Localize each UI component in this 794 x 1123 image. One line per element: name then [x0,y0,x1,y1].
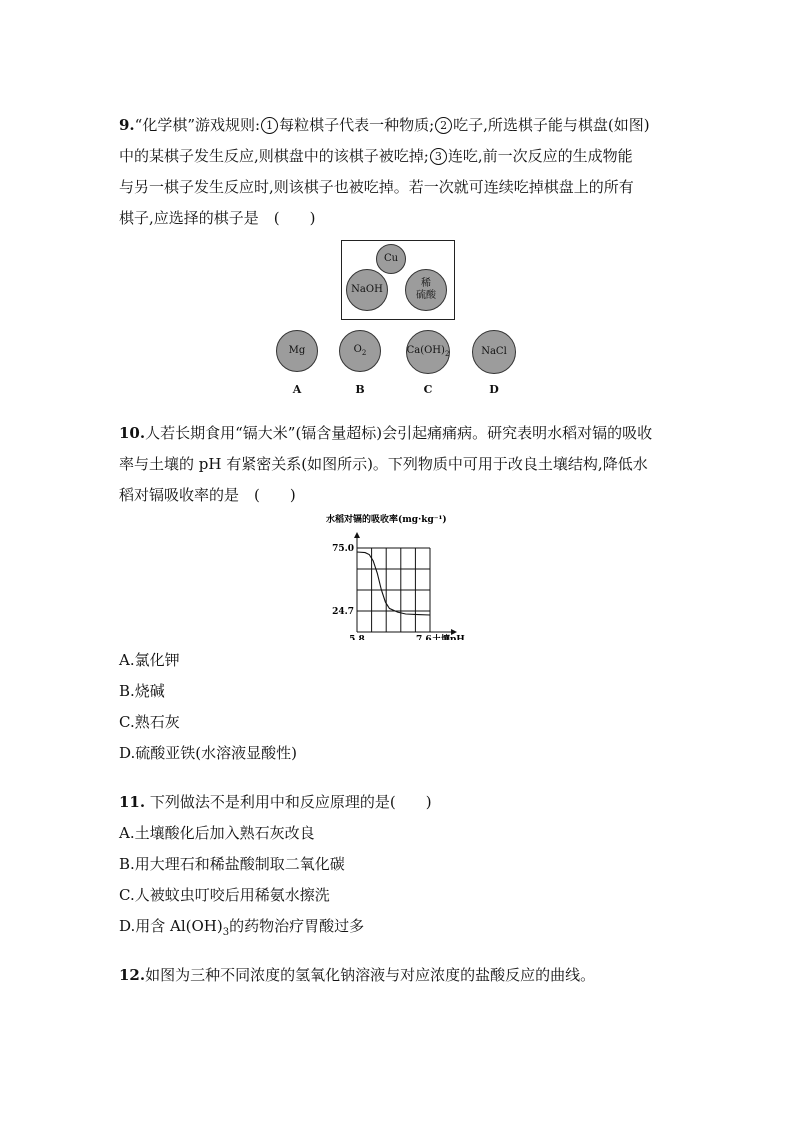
piece-label: NaCl [481,346,507,357]
choice-piece-b [339,330,381,372]
question-number: 12. [119,966,146,984]
question-10 [119,418,652,511]
q10-option-a: A.氯化钾 [119,651,180,669]
piece-cu [376,244,406,274]
question-9-line-4: 棋子,应选择的棋子是 ( ) [119,209,316,227]
question-9-line-2 [119,141,650,172]
question-text: 下列做法不是利用中和反应原理的是( ) [145,793,432,811]
question-9-line-1 [119,110,650,141]
option-subscript: 3 [222,927,230,938]
piece-label-subscript: 2 [444,349,450,358]
question-text: “化学棋”游戏规则: [134,116,261,134]
chess-board [341,240,455,320]
question-text: 如图为三种不同浓度的氢氧化钠溶液与对应浓度的盐酸反应的曲线。 [145,966,596,984]
question-text: 每粒棋子代表一种物质; [279,116,435,134]
chart-x-tick-label: 5.8 [349,635,365,640]
option-text: 的药物治疗胃酸过多 [229,917,365,935]
chart-svg [322,512,472,640]
chart-series-line [357,552,430,615]
question-text: 中的某棋子发生反应,则棋盘中的该棋子被吃掉; [119,147,429,165]
chart-x-tick-label: 7.6 [416,635,432,640]
question-12-stem [119,964,595,985]
question-9 [119,110,650,234]
piece-label-subscript: 2 [361,348,367,357]
choice-letter-d: D [489,383,499,396]
question-text: 人若长期食用“镉大米”(镉含量超标)会引起痛痛病。研究表明水稻对镉的吸收 [145,424,653,442]
circled-number: 2 [435,117,452,134]
piece-label-main: Ca(OH) [406,344,445,356]
question-number: 10. [119,424,146,442]
choice-piece-a [276,330,318,372]
question-number: 11. [119,793,146,811]
circled-number: 3 [430,148,447,165]
q11-option-b: B.用大理石和稀盐酸制取二氧化碳 [119,855,345,873]
question-text: 吃子,所选棋子能与棋盘(如图) [453,116,650,134]
q10-option-d: D.硫酸亚铁(水溶液显酸性) [119,744,297,762]
option-text: D.用含 Al(OH) [119,917,223,935]
question-text: 连吃,前一次反应的生成物能 [447,147,633,165]
chart-y-tick-label: 75.0 [332,544,354,554]
choice-piece-c [406,330,450,374]
piece-label: 硫酸 [416,290,436,301]
chart-grid [357,548,430,632]
piece-label: Cu [383,253,399,264]
piece-label-main: O [353,343,362,355]
piece-label: NaOH [351,284,383,295]
chart-y-axis-title: 水稻对镉的吸收率(mg·kg⁻¹) [326,515,447,525]
question-number: 9. [119,116,135,134]
choice-letter-a: A [292,383,302,396]
question-10-line-1 [119,418,652,449]
chart-y-axis-arrow [354,532,360,538]
q11-option-a: A.土壤酸化后加入熟石灰改良 [119,824,315,842]
chart-y-tick-label: 24.7 [332,607,354,617]
q11-option-d [119,915,364,938]
choice-letter-b: B [355,383,365,396]
question-11-stem [119,791,432,812]
question-9-line-3: 与另一棋子发生反应时,则该棋子也被吃掉。若一次就可连续吃掉棋盘上的所有 [119,178,634,196]
circled-number: 1 [261,117,278,134]
piece-naoh [346,269,388,311]
cadmium-absorption-chart [322,512,472,644]
piece-label [354,344,367,359]
question-10-line-3: 稻对镉吸收率的是 ( ) [119,486,296,504]
choice-piece-d [472,330,516,374]
piece-label: Mg [288,345,306,356]
piece-label [407,345,450,360]
q10-option-b: B.烧碱 [119,682,165,700]
chart-x-axis-title: 土壤pH [432,635,465,640]
q10-option-c: C.熟石灰 [119,713,180,731]
question-10-line-2: 率与土壤的 pH 有紧密关系(如图所示)。下列物质中可用于改良土壤结构,降低水 [119,455,648,473]
choice-letter-c: C [423,383,433,396]
piece-dilute-sulfuric-acid [405,269,447,311]
piece-label: 稀 [421,278,431,289]
q11-option-c: C.人被蚊虫叮咬后用稀氨水擦洗 [119,886,330,904]
